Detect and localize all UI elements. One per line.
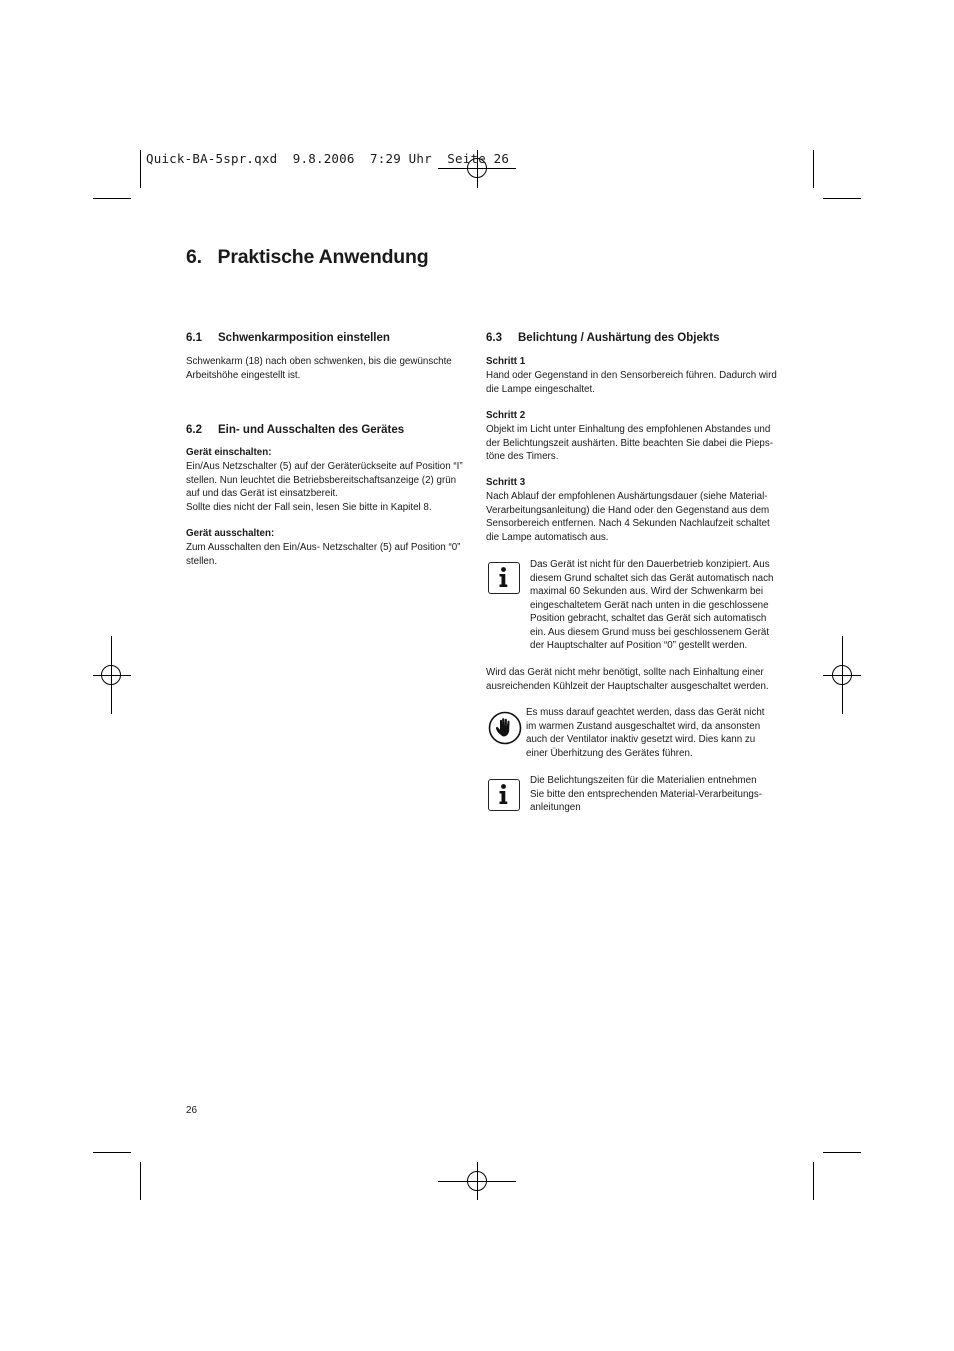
section-number: 6.1 xyxy=(186,332,202,344)
text-line: Sollte dies nicht der Fall sein, lesen Sie bitte in Kapitel 8. xyxy=(186,501,432,513)
switch-off-paragraph xyxy=(486,666,769,693)
text-line: diesem Grund schaltet sich das Gerät automatisch nach xyxy=(530,572,774,584)
text-line: Arbeitshöhe eingestellt ist. xyxy=(186,369,301,381)
step-1-label: Schritt 1 xyxy=(486,356,526,367)
section-title: Ein- und Ausschalten des Gerätes xyxy=(218,424,405,436)
text-line: auf und das Gerät ist einsatzbereit. xyxy=(186,488,338,499)
text-line: anleitungen xyxy=(530,802,581,813)
subheading-turn-on: Gerät einschalten: xyxy=(186,447,272,458)
info-icon xyxy=(488,562,520,594)
section-heading-6-3 xyxy=(486,332,720,344)
text-line: auch der Ventilator inaktiv gesetzt wird. Dies kann zu xyxy=(526,734,756,745)
text-line: Es muss darauf geachtet werden, dass das Gerät nicht xyxy=(526,707,765,718)
text-line: Wird das Gerät nicht mehr benötigt, sollte nach Einhaltung einer xyxy=(486,667,764,678)
page-number: 26 xyxy=(186,1105,198,1116)
text-line: maximal 60 Sekunden aus. Wird der Schwenkarm bei xyxy=(530,586,764,597)
print-slug: Quick-BA-5spr.qxd 9.8.2006 7:29 Uhr Seite 26 xyxy=(146,151,510,166)
step-3-label: Schritt 3 xyxy=(486,477,526,488)
turn-on-text xyxy=(186,460,463,514)
text-line: Hand oder Gegenstand in den Sensorbereich führen. Dadurch wird xyxy=(486,370,777,381)
text-line: Das Gerät ist nicht für den Dauerbetrieb konzipiert. Aus xyxy=(530,559,770,570)
section-heading-6-2 xyxy=(186,424,404,436)
step-2-label: Schritt 2 xyxy=(486,410,526,421)
section-6-1-text xyxy=(186,355,452,382)
note-2-text xyxy=(530,774,762,815)
info-icon xyxy=(488,779,520,811)
text-line: töne des Timers. xyxy=(486,451,559,462)
stop-hand-icon xyxy=(488,711,520,743)
text-line: Die Belichtungszeiten für die Materialien entnehmen xyxy=(530,775,757,786)
text-line: die Lampe automatisch aus. xyxy=(486,531,609,543)
text-line: Zum Ausschalten den Ein/Aus- Netzschalter (5) auf Position “0” xyxy=(186,542,461,553)
step-3-text xyxy=(486,490,770,544)
text-line: ausreichenden Kühlzeit der Hauptschalter ausgeschaltet werden. xyxy=(486,680,769,692)
text-line: Nach Ablauf der empfohlenen Aushärtungsdauer (siehe Material- xyxy=(486,491,768,502)
text-line: einer Überhitzung des Gerätes führen. xyxy=(526,747,693,759)
turn-off-text xyxy=(186,541,460,568)
text-line: stellen. Nun leuchtet die Betriebsbereitschaftsanzeige (2) grün xyxy=(186,474,457,486)
text-line: Sensorbereich entfernen. Nach 4 Sekunden Nachlaufzeit schaltet xyxy=(486,518,770,529)
note-1-text xyxy=(530,558,773,653)
text-line: Ein/Aus Netzschalter (5) auf der Geräterückseite auf Position “I” xyxy=(186,461,463,472)
text-line: Position gebracht, schaltet das Gerät sich automatisch xyxy=(530,613,767,624)
warning-text xyxy=(526,706,765,760)
section-title: Schwenkarmposition einstellen xyxy=(218,332,390,344)
text-line: die Lampe eingeschaltet. xyxy=(486,383,595,395)
step-2-text xyxy=(486,423,773,464)
section-heading-6-1 xyxy=(186,332,390,344)
page-title: 6. Praktische Anwendung xyxy=(186,246,429,268)
step-1-text xyxy=(486,369,777,396)
text-line: im warmen Zustand ausgeschaltet wird, da ansonsten xyxy=(526,720,761,732)
text-line: Schwenkarm (18) nach oben schwenken, bis die gewünschte xyxy=(186,356,452,367)
text-line: ein. Aus diesem Grund muss bei geschlossenem Gerät xyxy=(530,626,770,638)
section-number: 6.2 xyxy=(186,424,202,436)
section-title: Belichtung / Aushärtung des Objekts xyxy=(518,332,720,344)
text-line: Objekt im Licht unter Einhaltung des empfohlenen Abstandes und xyxy=(486,424,771,435)
text-line: eingeschaltetem Gerät nach unten in die geschlossene xyxy=(530,599,769,611)
text-line: Verarbeitungsanleitung) die Hand oder den Gegenstand aus dem xyxy=(486,504,770,516)
text-line: der Hauptschalter auf Position “0” gestellt werden. xyxy=(530,640,748,651)
text-line: stellen. xyxy=(186,555,218,567)
section-number: 6.3 xyxy=(486,332,502,344)
subheading-turn-off: Gerät ausschalten: xyxy=(186,528,275,539)
text-line: Sie bitte den entsprechenden Material-Verarbeitungs- xyxy=(530,788,763,800)
text-line: der Belichtungszeit aushärten. Bitte beachten Sie dabei die Pieps- xyxy=(486,437,774,449)
